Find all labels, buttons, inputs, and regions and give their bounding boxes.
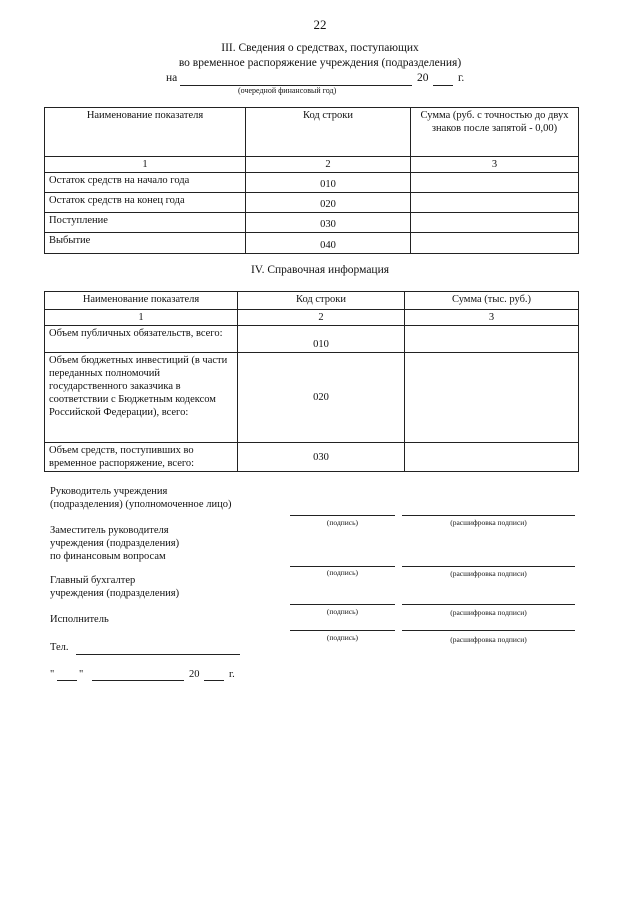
row-sum-cell[interactable]	[405, 353, 579, 443]
year-caption: (очередной финансовый год)	[238, 86, 337, 95]
accountant-decoding-line[interactable]	[402, 604, 575, 605]
column-number-row	[45, 310, 579, 326]
decoding-caption: (расшифровка подписи)	[450, 608, 527, 617]
row-name: Объем бюджетных инвестиций (в части переданных полномочий государственного заказчика в соответствии с Бюджетным кодексом Российской Федерации), всего:	[45, 353, 238, 443]
tel-line[interactable]	[76, 654, 240, 655]
page-number: 22	[313, 17, 327, 32]
decoding-caption: (расшифровка подписи)	[450, 518, 527, 527]
row-sum-cell[interactable]	[405, 443, 579, 472]
row-name: Поступление	[45, 213, 246, 233]
header-sum: Сумма (тыс. руб.)	[405, 292, 579, 310]
header-sum: Сумма (руб. с точностью до двух знаков после запятой - 0,00)	[411, 108, 579, 157]
date-year-line[interactable]	[204, 680, 224, 681]
decoding-caption: (расшифровка подписи)	[450, 569, 527, 578]
signature-caption: (подпись)	[326, 518, 359, 527]
date-day-line[interactable]	[57, 680, 77, 681]
header-indicator: Наименование показателя	[45, 292, 238, 310]
section3-title-line1: III. Сведения о средствах, поступающих	[221, 42, 419, 54]
section3-table	[44, 107, 579, 254]
col-number: 1	[45, 157, 246, 173]
date-year-prefix: 20	[189, 669, 200, 680]
date-quote-close: "	[79, 669, 84, 680]
signature-caption: (подпись)	[326, 568, 359, 577]
table-row	[45, 193, 579, 213]
row-name: Остаток средств на конец года	[45, 193, 246, 213]
signature-caption: (подпись)	[326, 633, 359, 642]
table-row	[45, 443, 579, 472]
row-code: 030	[238, 443, 405, 472]
table-row	[45, 213, 579, 233]
year-prefix: 20	[417, 72, 429, 84]
table-row	[45, 173, 579, 193]
section4-title: IV. Справочная информация	[250, 264, 390, 276]
deputy-label: Заместитель руководителя учреждения (подразделения) по финансовым вопросам	[50, 525, 180, 562]
section3-title-line2: во временное распоряжение учреждения (подразделения)	[178, 57, 462, 69]
row-sum-cell[interactable]	[411, 173, 579, 193]
row-code: 010	[238, 326, 405, 353]
date-quote-open: "	[50, 669, 55, 680]
head-decoding-line[interactable]	[402, 515, 575, 516]
row-sum-cell[interactable]	[411, 213, 579, 233]
signature-caption: (подпись)	[326, 607, 359, 616]
date-year-suffix: г.	[229, 669, 235, 680]
row-code: 030	[246, 213, 411, 233]
section4-table	[44, 291, 579, 472]
row-sum-cell[interactable]	[405, 326, 579, 353]
row-code: 040	[246, 233, 411, 254]
row-code: 020	[246, 193, 411, 213]
head-label: Руководитель учреждения (подразделения) (уполномоченное лицо)	[50, 486, 232, 510]
deputy-signature-line[interactable]	[290, 566, 395, 567]
row-name: Объем публичных обязательств, всего:	[45, 326, 238, 353]
col-number: 1	[45, 310, 238, 326]
date-month-line[interactable]	[92, 680, 184, 681]
table-row	[45, 326, 579, 353]
na-label: на	[166, 72, 178, 84]
row-code: 010	[246, 173, 411, 193]
accountant-label: Главный бухгалтер учреждения (подразделения)	[50, 575, 180, 599]
header-code: Код строки	[246, 108, 411, 157]
row-sum-cell[interactable]	[411, 193, 579, 213]
row-name: Выбытие	[45, 233, 246, 254]
table-header-row	[45, 108, 579, 157]
col-number: 3	[411, 157, 579, 173]
executor-decoding-line[interactable]	[402, 630, 575, 631]
column-number-row	[45, 157, 579, 173]
table-row	[45, 353, 579, 443]
deputy-decoding-line[interactable]	[402, 566, 575, 567]
year-suffix: г.	[458, 72, 465, 84]
col-number: 2	[238, 310, 405, 326]
table-row	[45, 233, 579, 254]
executor-signature-line[interactable]	[290, 630, 395, 631]
table-header-row	[45, 292, 579, 310]
year-blank	[433, 85, 453, 86]
row-name: Остаток средств на начало года	[45, 173, 246, 193]
executor-label: Исполнитель	[50, 614, 109, 625]
tel-label: Тел.	[50, 642, 69, 653]
accountant-signature-line[interactable]	[290, 604, 395, 605]
col-number: 2	[246, 157, 411, 173]
row-name: Объем средств, поступивших во временное распоряжение, всего:	[45, 443, 238, 472]
row-code: 020	[238, 353, 405, 443]
row-sum-cell[interactable]	[411, 233, 579, 254]
head-signature-line[interactable]	[290, 515, 395, 516]
col-number: 3	[405, 310, 579, 326]
header-indicator: Наименование показателя	[45, 108, 246, 157]
header-code: Код строки	[238, 292, 405, 310]
decoding-caption: (расшифровка подписи)	[450, 635, 527, 644]
